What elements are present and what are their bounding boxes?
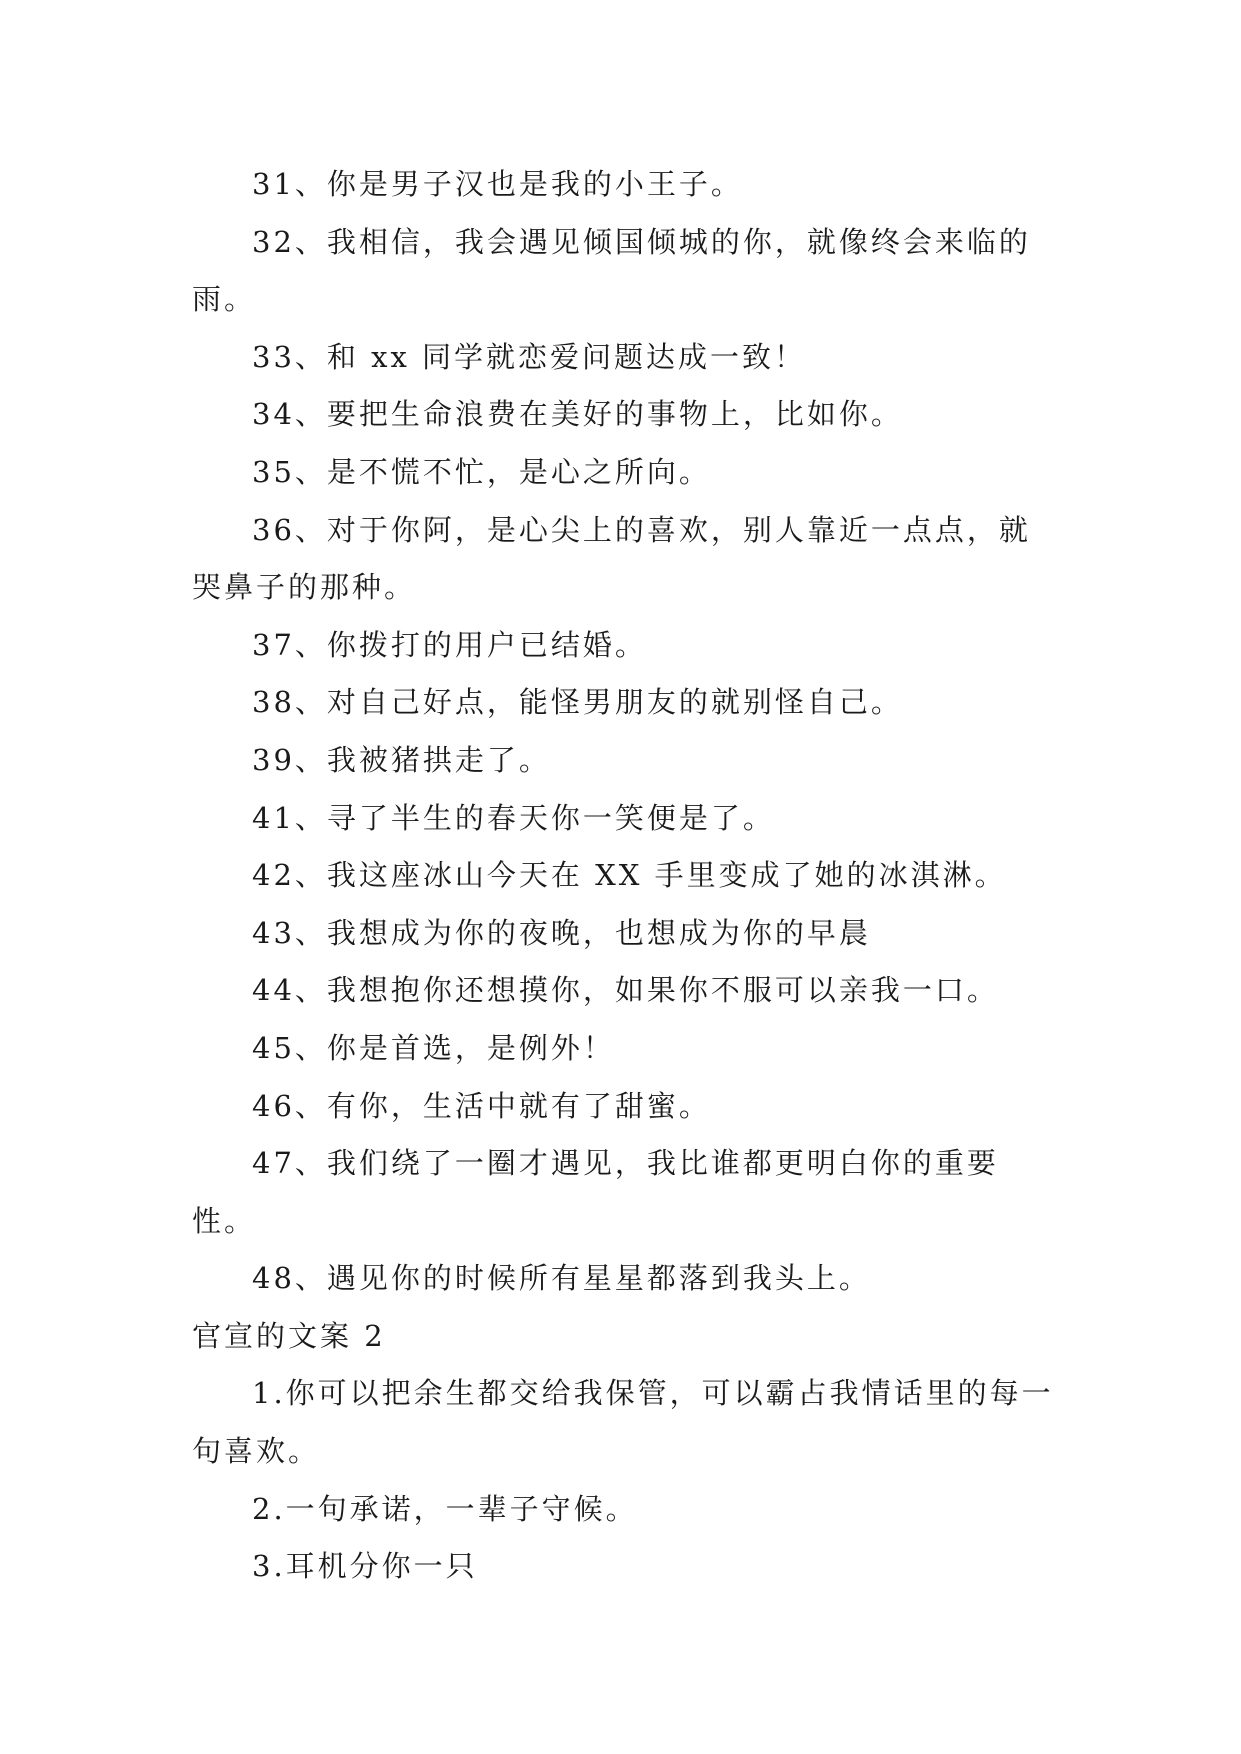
list-item: 2.一句承诺，一辈子守候。 [252,1491,638,1526]
list-item: 39、我被猪拱走了。 [252,742,551,777]
list-item: 41、寻了半生的春天你一笑便是了。 [252,800,775,835]
list-item: 38、对自己好点，能怪男朋友的就别怪自己。 [252,685,903,720]
list-item: 32、我相信，我会遇见倾国倾城的你，就像终会来临的雨。 [192,224,1031,317]
list-item: 48、遇见你的时候所有星星都落到我头上。 [252,1261,871,1296]
list-item: 46、有你，生活中就有了甜蜜。 [252,1088,711,1123]
list-item: 43、我想成为你的夜晚，也想成为你的早晨 [252,915,871,950]
list-item: 45、你是首选，是例外！ [252,1030,615,1065]
list-item: 47、我们绕了一圈才遇见，我比谁都更明白你的重要性。 [192,1146,999,1238]
list-item: 37、你拨打的用户已结婚。 [252,627,647,662]
list-item: 44、我想抱你还想摸你，如果你不服可以亲我一口。 [252,973,999,1008]
list-item: 31、你是男子汉也是我的小王子。 [252,167,743,201]
list-item: 3.耳机分你一只 [252,1549,478,1584]
list-item: 34、要把生命浪费在美好的事物上，比如你。 [252,397,903,432]
list-item: 36、对于你阿，是心尖上的喜欢，别人靠近一点点，就哭鼻子的那种。 [192,512,1031,605]
list-item: 42、我这座冰山今天在 XX 手里变成了她的冰淇淋。 [252,858,1007,893]
list-item: 35、是不慌不忙，是心之所向。 [252,454,711,489]
document-body [192,156,1054,1596]
list-item: 33、和 xx 同学就恋爱问题达成一致！ [252,339,807,374]
section-heading: 官宣的文案 2 [192,1318,386,1353]
list-item: 1.你可以把余生都交给我保管，可以霸占我情话里的每一句喜欢。 [192,1376,1054,1469]
